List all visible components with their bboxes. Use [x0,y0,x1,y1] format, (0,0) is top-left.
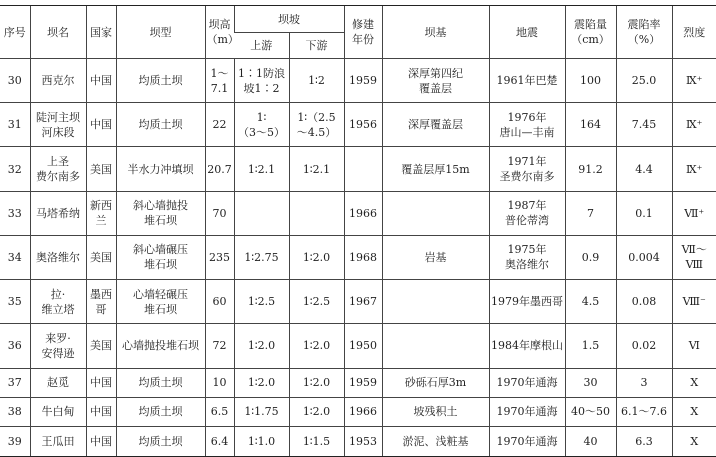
cell-index: 37 [0,368,30,397]
header-dam-name: 坝名 [30,6,86,59]
cell-slope-upstream: 1∶2.5 [234,280,289,324]
cell-settlement-rate: 0.08 [616,280,672,324]
cell-slope-downstream: 1∶2.0 [289,324,344,368]
cell-country: 中国 [86,59,116,103]
header-slope-downstream: 下游 [289,33,344,59]
cell-foundation: 岩基 [382,235,489,279]
cell-settlement: 40 [565,426,616,456]
cell-foundation: 坡残积土 [382,397,489,426]
cell-dam-name: 马塔希纳 [30,191,86,235]
cell-earthquake: 1961年巴楚 [489,59,565,103]
cell-intensity: Ⅸ⁺ [672,103,716,147]
cell-country: 中国 [86,103,116,147]
dam-settlement-table [0,5,716,457]
table-row [0,368,716,397]
cell-index: 30 [0,59,30,103]
cell-index: 34 [0,235,30,279]
cell-foundation: 深厚覆盖层 [382,103,489,147]
cell-settlement: 164 [565,103,616,147]
cell-year: 1966 [344,397,382,426]
cell-dam-type: 均质土坝 [116,397,205,426]
cell-foundation [382,280,489,324]
cell-dam-name: 西克尔 [30,59,86,103]
cell-settlement: 0.9 [565,235,616,279]
table-row [0,147,716,191]
cell-slope-downstream: 1∶2.0 [289,368,344,397]
cell-dam-name: 赵觅 [30,368,86,397]
cell-foundation [382,191,489,235]
header-dam-type: 坝型 [116,6,205,59]
header-row [0,6,716,33]
header-intensity: 烈度 [672,6,716,59]
cell-height: 60 [205,280,234,324]
cell-settlement-rate: 7.45 [616,103,672,147]
header-slope: 坝坡 [234,6,344,33]
cell-height: 1～7.1 [205,59,234,103]
cell-foundation: 砂砾石厚3m [382,368,489,397]
cell-year: 1953 [344,426,382,456]
cell-dam-type: 均质土坝 [116,103,205,147]
cell-intensity: Ⅵ [672,324,716,368]
cell-slope-upstream: 1∶1.75 [234,397,289,426]
cell-intensity: Ⅶ⁺ [672,191,716,235]
cell-index: 33 [0,191,30,235]
cell-slope-upstream: 1∶ （3～5） [234,103,289,147]
cell-earthquake: 1979年墨西哥 [489,280,565,324]
cell-country: 美国 [86,235,116,279]
cell-earthquake: 1970年通海 [489,426,565,456]
cell-intensity: Ⅸ⁺ [672,147,716,191]
cell-settlement-rate: 4.4 [616,147,672,191]
cell-settlement: 7 [565,191,616,235]
cell-slope-upstream: 1∶2.0 [234,368,289,397]
table-row [0,426,716,456]
cell-settlement-rate: 6.3 [616,426,672,456]
cell-dam-type: 半水力冲填坝 [116,147,205,191]
table-row [0,235,716,279]
header-country: 国家 [86,6,116,59]
cell-dam-type: 心墙轻碾压 堆石坝 [116,280,205,324]
cell-country: 墨西哥 [86,280,116,324]
cell-foundation: 淤泥、浅粧基 [382,426,489,456]
cell-slope-downstream: 1∶2.1 [289,147,344,191]
cell-dam-type: 斜心墙抛投 堆石坝 [116,191,205,235]
cell-height: 235 [205,235,234,279]
cell-settlement-rate: 0.004 [616,235,672,279]
cell-slope-upstream [234,191,289,235]
cell-earthquake: 1970年通海 [489,397,565,426]
cell-dam-type: 均质土坝 [116,59,205,103]
header-year: 修建 年份 [344,6,382,59]
cell-intensity: Ⅹ [672,368,716,397]
cell-settlement: 1.5 [565,324,616,368]
cell-foundation [382,324,489,368]
cell-slope-upstream: 1∶1.0 [234,426,289,456]
cell-slope-downstream: 1∶2 [289,59,344,103]
cell-slope-upstream: 1∶2.75 [234,235,289,279]
cell-slope-downstream [289,191,344,235]
cell-dam-name: 陡河主坝 河床段 [30,103,86,147]
header-foundation: 坝基 [382,6,489,59]
cell-foundation: 覆盖层厚15m [382,147,489,191]
cell-height: 10 [205,368,234,397]
cell-dam-type: 斜心墙碾压 堆石坝 [116,235,205,279]
cell-settlement: 40～50 [565,397,616,426]
cell-year: 1967 [344,280,382,324]
table-row [0,280,716,324]
cell-country: 中国 [86,426,116,456]
cell-earthquake: 1984年摩根山 [489,324,565,368]
cell-index: 35 [0,280,30,324]
cell-height: 22 [205,103,234,147]
cell-index: 36 [0,324,30,368]
cell-earthquake: 1970年通海 [489,368,565,397]
cell-year [344,147,382,191]
cell-dam-name: 来罗· 安得逊 [30,324,86,368]
cell-index: 32 [0,147,30,191]
cell-height: 6.5 [205,397,234,426]
cell-dam-type: 均质土坝 [116,426,205,456]
cell-country: 新西兰 [86,191,116,235]
cell-height: 20.7 [205,147,234,191]
cell-settlement-rate: 6.1～7.6 [616,397,672,426]
cell-dam-type: 均质土坝 [116,368,205,397]
cell-settlement: 100 [565,59,616,103]
table-row [0,103,716,147]
cell-slope-downstream: 1∶2.0 [289,397,344,426]
cell-year: 1959 [344,59,382,103]
header-settlement-rate: 震陷率 （%） [616,6,672,59]
cell-intensity: Ⅹ [672,397,716,426]
header-earthquake: 地震 [489,6,565,59]
cell-dam-name: 拉· 维立塔 [30,280,86,324]
cell-earthquake: 1971年 圣费尔南多 [489,147,565,191]
cell-settlement: 30 [565,368,616,397]
cell-intensity: Ⅸ⁺ [672,59,716,103]
cell-slope-downstream: 1∶1.5 [289,426,344,456]
cell-settlement-rate: 3 [616,368,672,397]
header-index: 序号 [0,6,30,59]
cell-slope-upstream: 1∶1防浪 坡1∶2 [234,59,289,103]
cell-intensity: Ⅷ⁻ [672,280,716,324]
cell-country: 美国 [86,324,116,368]
table-row [0,324,716,368]
cell-height: 70 [205,191,234,235]
cell-country: 中国 [86,368,116,397]
cell-settlement-rate: 25.0 [616,59,672,103]
cell-slope-upstream: 1∶2.0 [234,324,289,368]
table-row [0,191,716,235]
cell-settlement: 91.2 [565,147,616,191]
cell-year: 1956 [344,103,382,147]
cell-year: 1950 [344,324,382,368]
cell-earthquake: 1976年 唐山—丰南 [489,103,565,147]
table-row [0,59,716,103]
cell-settlement: 4.5 [565,280,616,324]
cell-dam-name: 王瓜田 [30,426,86,456]
cell-country: 美国 [86,147,116,191]
cell-dam-type: 心墙抛投堆石坝 [116,324,205,368]
cell-slope-downstream: 1∶（2.5 ～4.5） [289,103,344,147]
header-settlement: 震陷量 （cm） [565,6,616,59]
cell-year: 1968 [344,235,382,279]
cell-settlement-rate: 0.1 [616,191,672,235]
cell-foundation: 深厚第四纪 覆盖层 [382,59,489,103]
cell-height: 72 [205,324,234,368]
table-row [0,397,716,426]
cell-dam-name: 牛白甸 [30,397,86,426]
cell-earthquake: 1975年 奥洛维尔 [489,235,565,279]
cell-year: 1966 [344,191,382,235]
cell-slope-downstream: 1∶2.0 [289,235,344,279]
cell-intensity: Ⅶ～Ⅷ [672,235,716,279]
cell-earthquake: 1987年 普伦蒂湾 [489,191,565,235]
cell-dam-name: 奥洛维尔 [30,235,86,279]
cell-intensity: Ⅹ [672,426,716,456]
cell-height: 6.4 [205,426,234,456]
cell-country: 中国 [86,397,116,426]
cell-index: 31 [0,103,30,147]
cell-index: 38 [0,397,30,426]
cell-index: 39 [0,426,30,456]
cell-slope-downstream: 1∶2.5 [289,280,344,324]
header-height: 坝高 （m） [205,6,234,59]
header-slope-upstream: 上游 [234,33,289,59]
cell-dam-name: 上圣 费尔南多 [30,147,86,191]
cell-slope-upstream: 1∶2.1 [234,147,289,191]
cell-settlement-rate: 0.02 [616,324,672,368]
cell-year: 1959 [344,368,382,397]
